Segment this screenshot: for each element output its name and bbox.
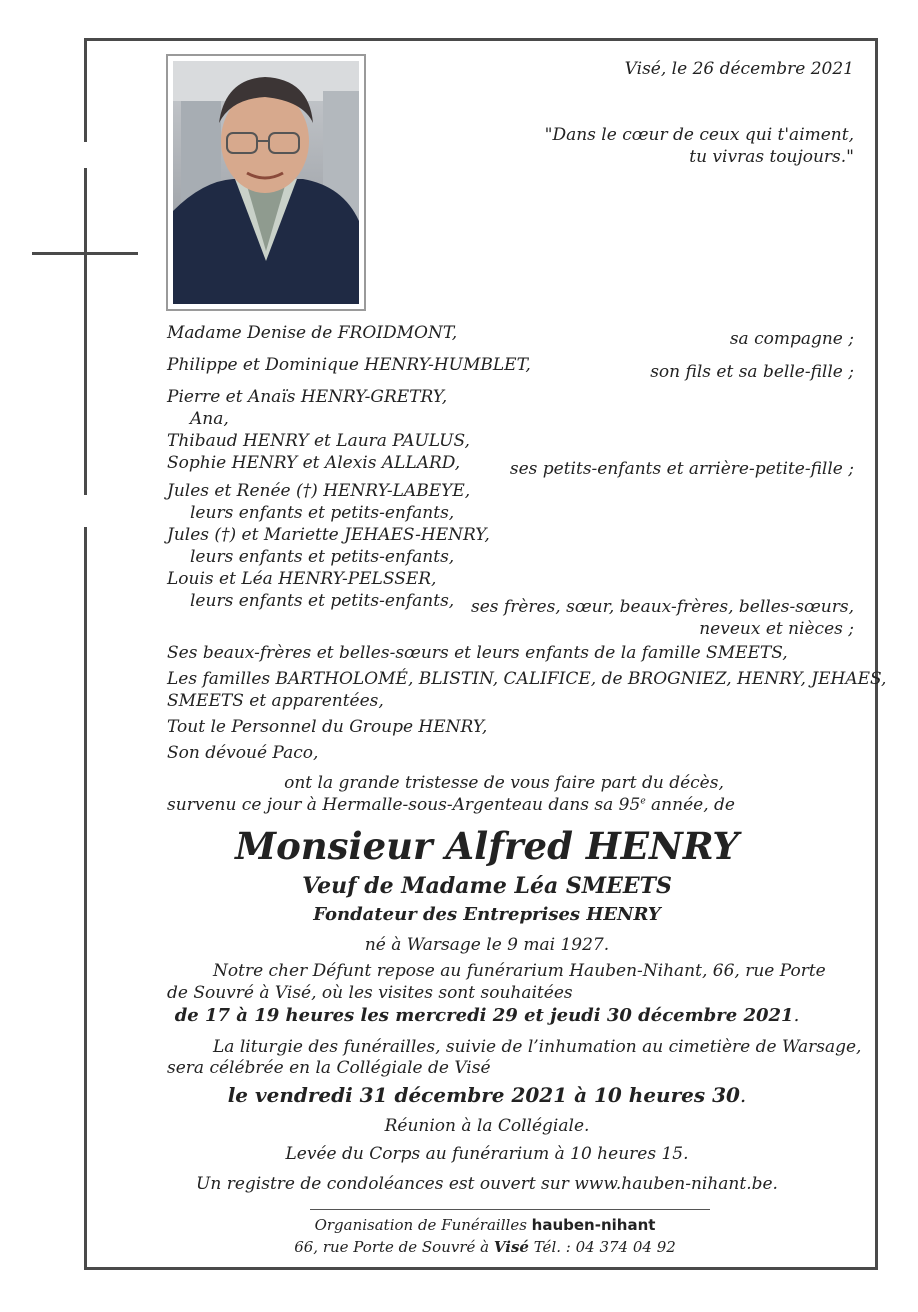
announcement-line: ont la grande tristesse de vous faire part du décès,: [284, 773, 724, 793]
family-line: Pierre et Anaïs HENRY-GRETRY,: [167, 387, 448, 407]
family-line: leurs enfants et petits-enfants,: [190, 503, 455, 523]
relation-label: son fils et sa belle-fille ;: [650, 362, 854, 382]
relation-label: ses petits-enfants et arrière-petite-fille ;: [509, 459, 854, 479]
date-line: Visé, le 26 décembre 2021: [624, 59, 854, 79]
footer-org: Organisation de Funérailles hauben-nihant: [314, 1216, 656, 1234]
widow-line: Veuf de Madame Léa SMEETS: [302, 873, 672, 899]
visits-line: de 17 à 19 heures les mercredi 29 et jeudi 30 décembre 2021.: [174, 1005, 800, 1026]
family-line: Ses beaux-frères et belles-sœurs et leurs enfants de la famille SMEETS,: [167, 643, 788, 663]
founder-line: Fondateur des Entreprises HENRY: [313, 904, 661, 925]
family-line: Tout le Personnel du Groupe HENRY,: [167, 717, 488, 737]
deceased-name: Monsieur Alfred HENRY: [235, 824, 739, 868]
rest-line: de Souvré à Visé, où les visites sont souhaitées: [167, 983, 573, 1003]
family-line: leurs enfants et petits-enfants,: [190, 547, 455, 567]
border-gap: [80, 495, 90, 527]
portrait-image: [173, 61, 359, 304]
cross-icon: [32, 252, 138, 255]
liturgy-line: La liturgie des funérailles, suivie de l’inhumation au cimetière de Warsage,: [213, 1037, 862, 1057]
rest-line: Notre cher Défunt repose au funérarium Hauben-Nihant, 66, rue Porte: [213, 961, 826, 981]
family-line: Jules (†) et Mariette JEHAES-HENRY,: [167, 525, 490, 545]
levee-line: Levée du Corps au funérarium à 10 heures 15.: [285, 1144, 689, 1164]
family-line: Sophie HENRY et Alexis ALLARD,: [167, 453, 461, 473]
portrait-photo: [166, 54, 366, 311]
family-line: Philippe et Dominique HENRY-HUMBLET,: [167, 355, 531, 375]
border-gap: [80, 142, 90, 168]
relation-label: sa compagne ;: [729, 329, 854, 349]
announcement-line: survenu ce jour à Hermalle-sous-Argenteau dans sa 95e année, de: [167, 795, 735, 815]
meeting-line: Réunion à la Collégiale.: [384, 1116, 590, 1136]
family-line: Les familles BARTHOLOMÉ, BLISTIN, CALIFICE, de BROGNIEZ, HENRY, JEHAES,: [167, 669, 887, 689]
family-line: SMEETS et apparentées,: [167, 691, 384, 711]
family-line: leurs enfants et petits-enfants,: [190, 591, 455, 611]
registry-line: Un registre de condoléances est ouvert sur www.hauben-nihant.be.: [196, 1174, 778, 1194]
birth-line: né à Warsage le 9 mai 1927.: [364, 935, 610, 955]
footer-divider: [310, 1209, 710, 1210]
family-line: Thibaud HENRY et Laura PAULUS,: [167, 431, 470, 451]
ceremony-line: le vendredi 31 décembre 2021 à 10 heures 30.: [227, 1083, 747, 1107]
quote-line: "Dans le cœur de ceux qui t'aiment,: [544, 125, 854, 145]
relation-label: neveux et nièces ;: [699, 619, 854, 639]
brand-logo: hauben-nihant: [531, 1216, 656, 1234]
liturgy-line: sera célébrée en la Collégiale de Visé: [167, 1058, 491, 1078]
family-line: Louis et Léa HENRY-PELSSER,: [167, 569, 437, 589]
quote-line: tu vivras toujours.": [689, 147, 854, 167]
family-line: Ana,: [190, 409, 229, 429]
footer-address: 66, rue Porte de Souvré à Visé Tél. : 04 374 04 92: [294, 1238, 676, 1256]
family-line: Jules et Renée (†) HENRY-LABEYE,: [167, 481, 471, 501]
relation-label: ses frères, sœur, beaux-frères, belles-sœurs,: [471, 597, 854, 617]
family-line: Madame Denise de FROIDMONT,: [167, 323, 458, 343]
family-line: Son dévoué Paco,: [167, 743, 319, 763]
